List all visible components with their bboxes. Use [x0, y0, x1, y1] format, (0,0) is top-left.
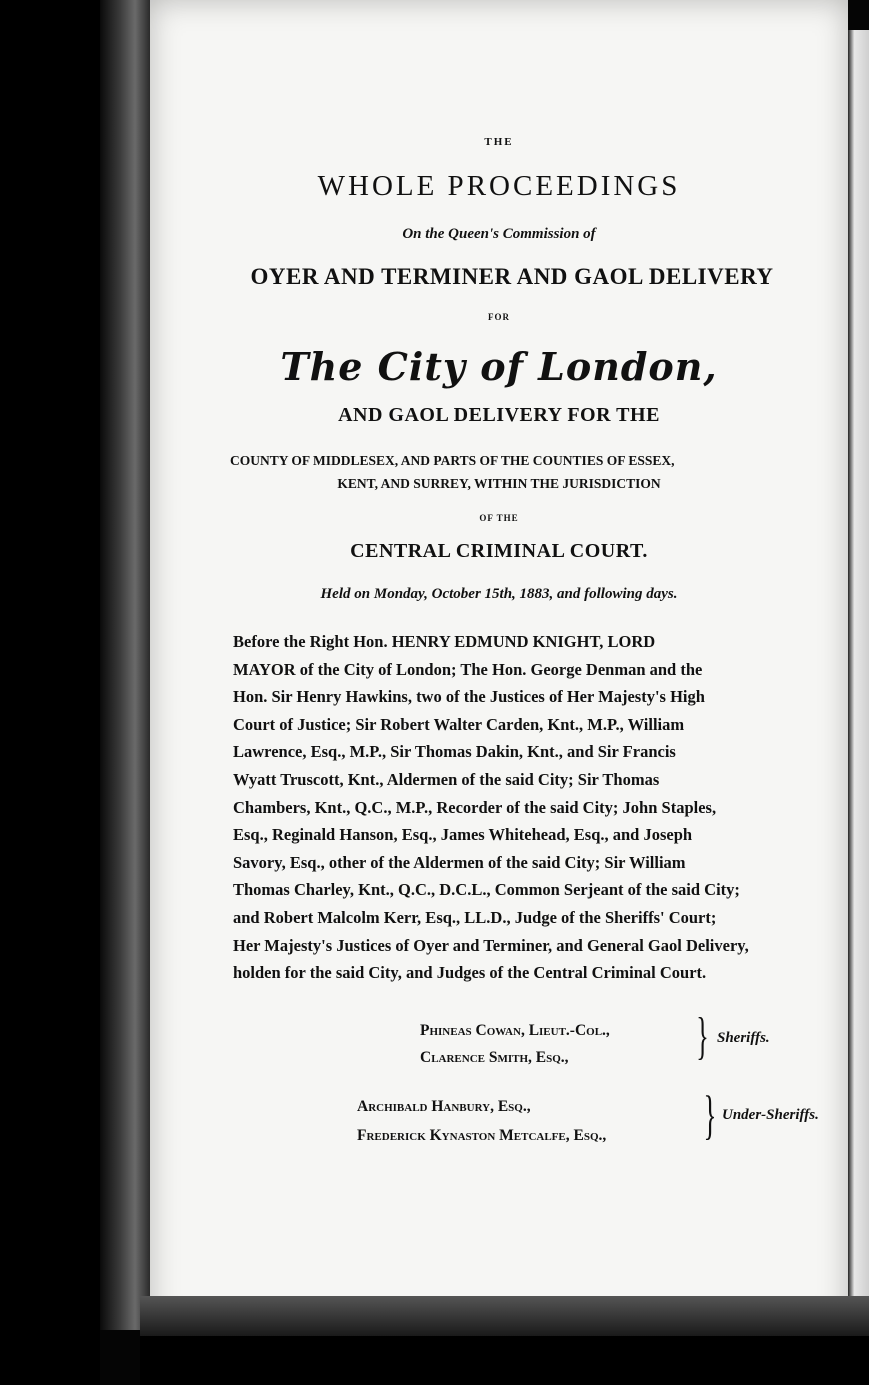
under-sheriff-name: Archibald Hanbury, Esq., — [357, 1098, 531, 1115]
book-binding-edge — [100, 0, 150, 1330]
paragraph-line: Hon. Sir Henry Hawkins, two of the Justices of Her Majesty's High — [233, 687, 705, 707]
page-title: WHOLE PROCEEDINGS — [317, 170, 681, 202]
paragraph-line: Court of Justice; Sir Robert Walter Carden, Knt., M.P., William — [233, 714, 685, 734]
paragraph-line: MAYOR of the City of London; The Hon. George Denman and the — [233, 659, 703, 679]
city-of-london-heading: The City of London, — [280, 344, 718, 389]
session-date-line: Held on Monday, October 15th, 1883, and following days. — [320, 586, 678, 602]
justices-paragraph — [233, 628, 845, 987]
title-page — [150, 0, 848, 1330]
county-line-2: KENT, AND SURREY, WITHIN THE JURISDICTION — [337, 476, 661, 491]
paragraph-line: holden for the said City, and Judges of the Central Criminal Court. — [233, 963, 707, 983]
sheriff-name: Phineas Cowan, Lieut.-Col., — [420, 1022, 610, 1039]
paragraph-line: Wyatt Truscott, Knt., Aldermen of the said City; Sir Thomas — [233, 769, 660, 789]
paragraph-line: Chambers, Knt., Q.C., M.P., Recorder of the said City; John Staples, — [233, 797, 717, 817]
sheriff-name: Clarence Smith, Esq., — [420, 1049, 569, 1066]
scan-bottom-strip — [140, 1296, 869, 1336]
paragraph-line: Thomas Charley, Knt., Q.C., D.C.L., Common Serjeant of the said City; — [233, 880, 740, 900]
sheriffs-label: Sheriffs. — [717, 1030, 770, 1046]
under-sheriffs-names — [357, 1092, 606, 1150]
adjacent-page-edge — [848, 30, 869, 1310]
for-line: FOR — [488, 312, 510, 322]
header-the: THE — [484, 136, 514, 148]
county-line-1: COUNTY OF MIDDLESEX, AND PARTS OF THE COUNTIES OF ESSEX, — [230, 453, 675, 468]
paragraph-line: Lawrence, Esq., M.P., Sir Thomas Dakin, Knt., and Sir Francis — [233, 742, 676, 762]
paragraph-line: Esq., Reginald Hanson, Esq., James Whitehead, Esq., and Joseph — [233, 825, 693, 845]
paragraph-line: Before the Right Hon. HENRY EDMUND KNIGHT, LORD — [233, 632, 656, 651]
gaol-delivery-heading: AND GAOL DELIVERY FOR THE — [338, 404, 660, 426]
oyer-terminer-heading: OYER AND TERMINER AND GAOL DELIVERY — [250, 264, 774, 289]
under-sheriffs-label: Under-Sheriffs. — [722, 1107, 819, 1123]
commission-line: On the Queen's Commission of — [402, 226, 596, 242]
under-sheriff-name: Frederick Kynaston Metcalfe, Esq., — [357, 1127, 607, 1144]
scan-left-border — [0, 0, 100, 1385]
scan-bottom-border — [140, 1335, 869, 1385]
brace-icon: } — [696, 1008, 709, 1065]
court-heading: CENTRAL CRIMINAL COURT. — [350, 540, 648, 562]
paragraph-line: Her Majesty's Justices of Oyer and Terminer, and General Gaol Delivery, — [233, 935, 749, 955]
brace-icon: } — [703, 1085, 717, 1145]
paragraph-line: Savory, Esq., other of the Aldermen of the said City; Sir William — [233, 852, 686, 872]
of-the-line: OF THE — [479, 513, 519, 523]
sheriffs-names — [420, 1017, 610, 1071]
paragraph-line: and Robert Malcolm Kerr, Esq., LL.D., Judge of the Sheriffs' Court; — [233, 907, 717, 927]
